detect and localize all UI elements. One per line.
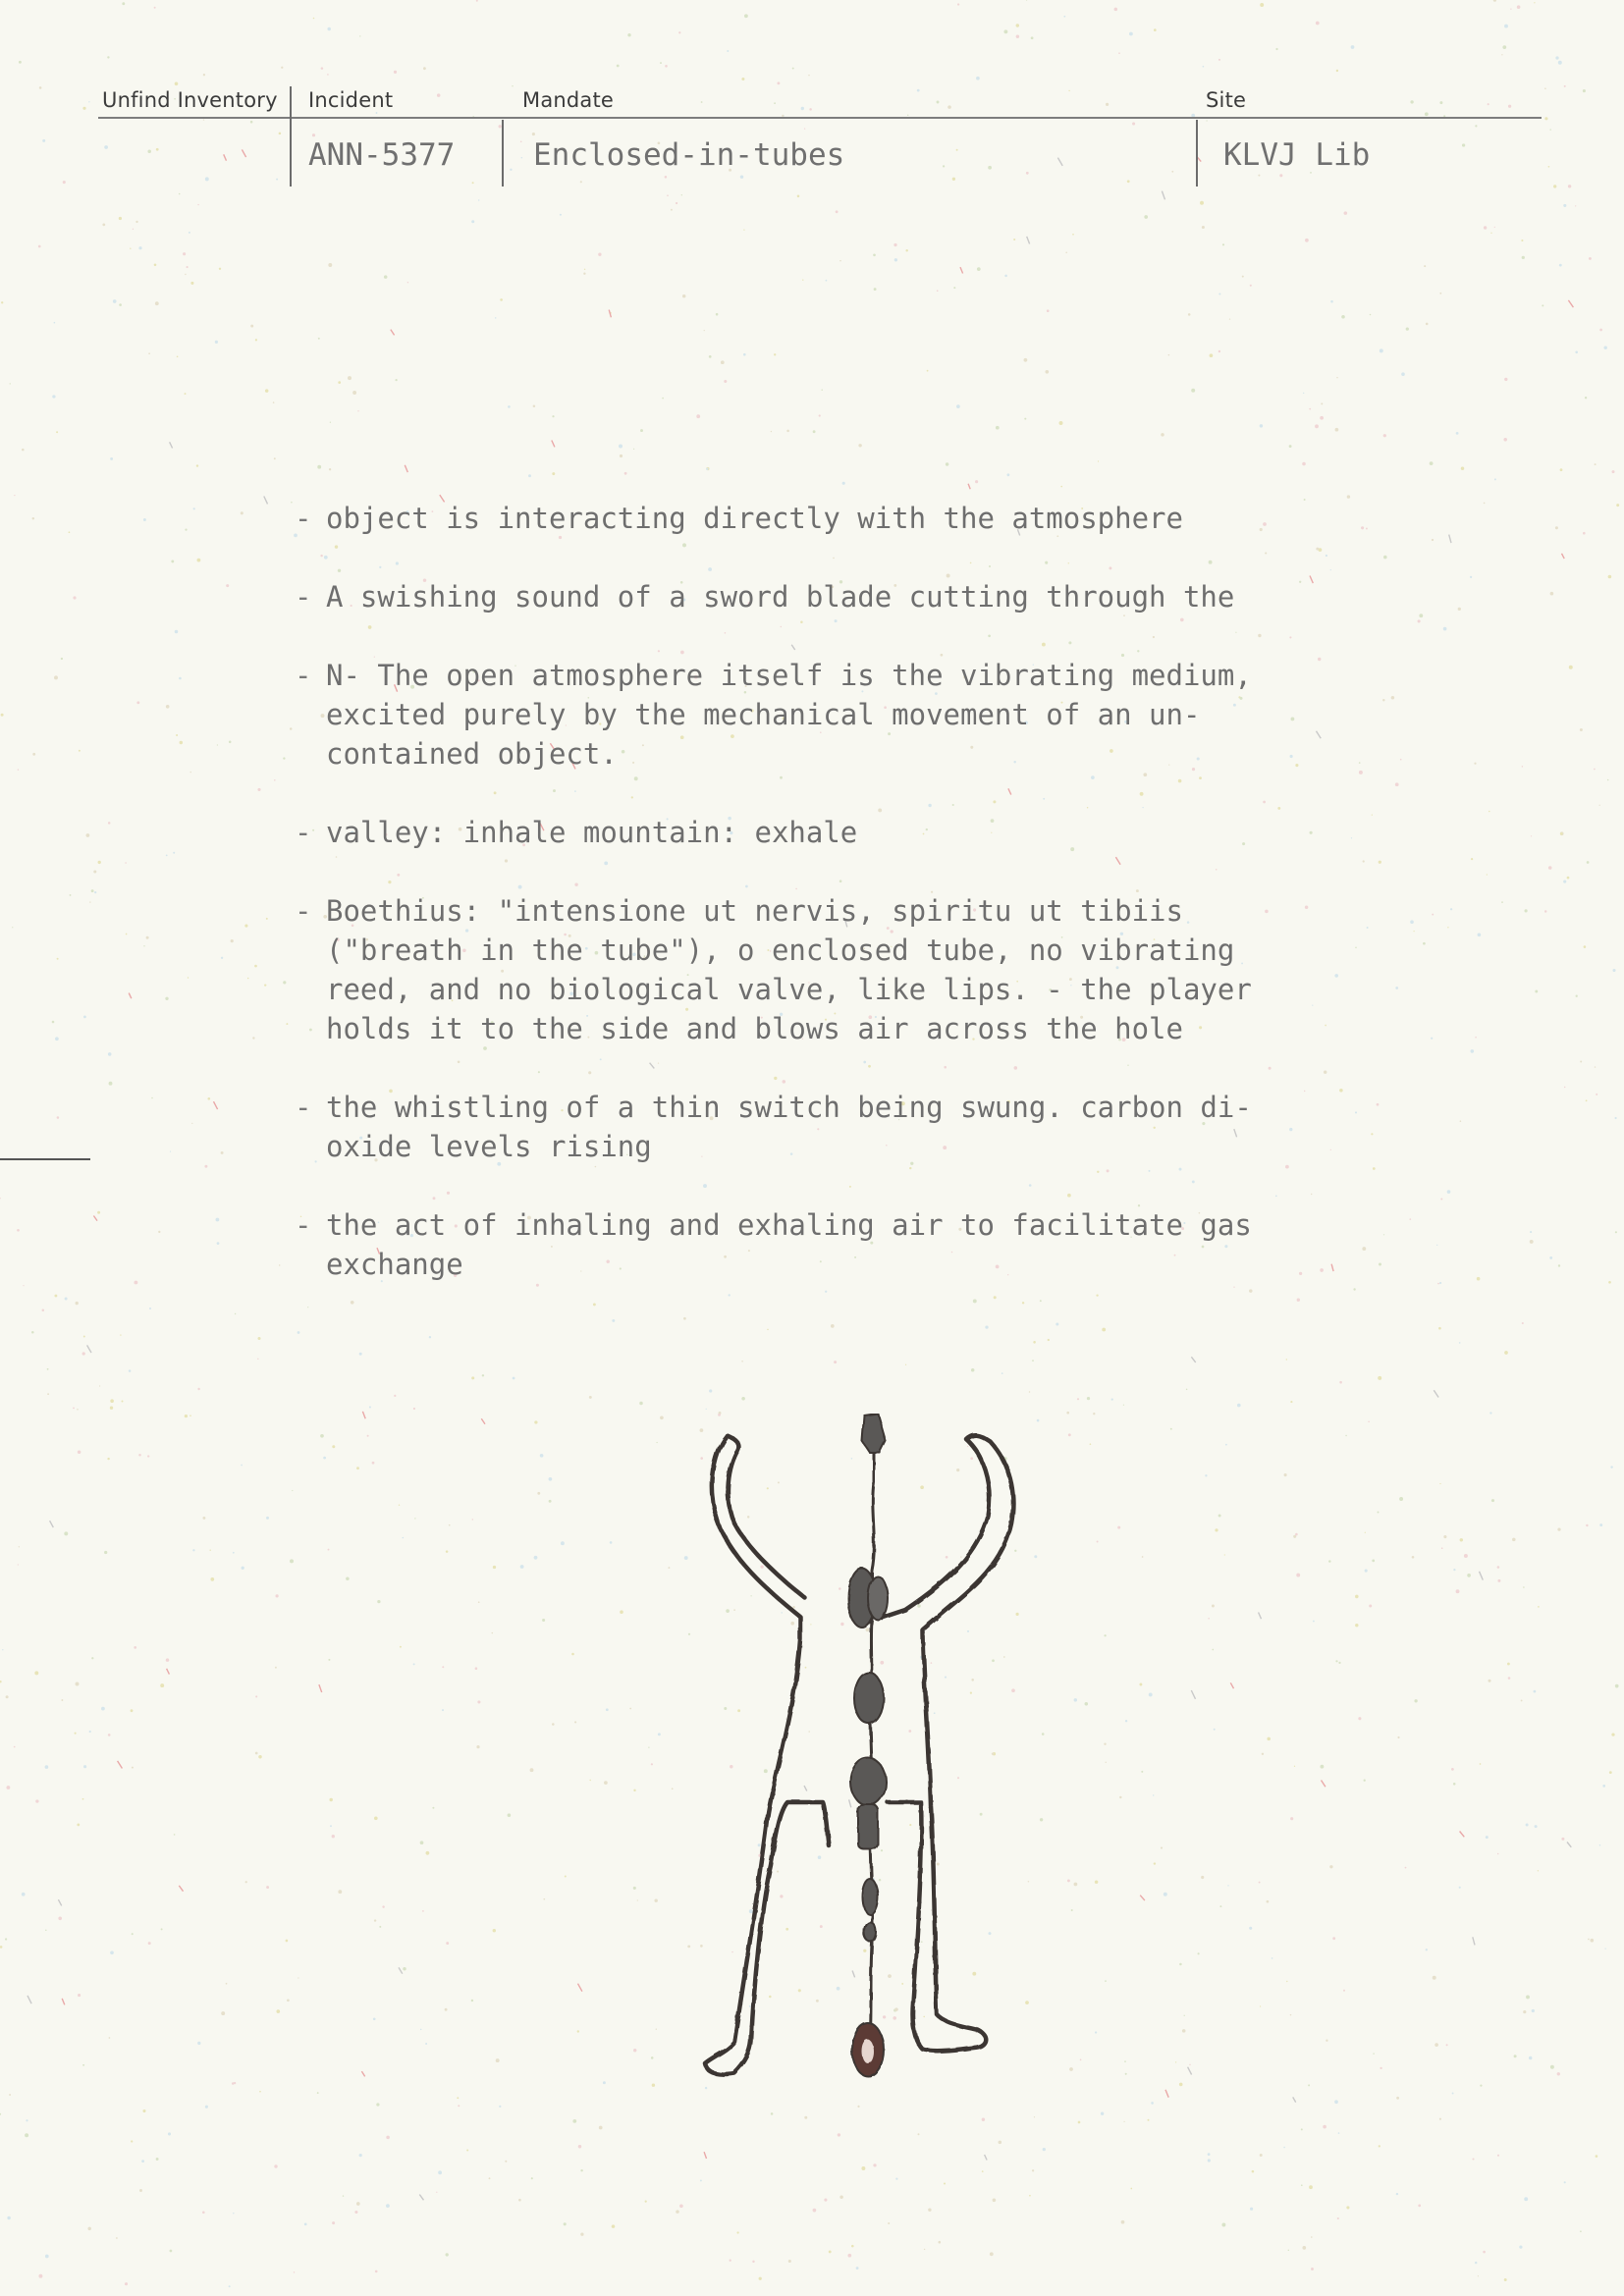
note-item: - N- The open atmosphere itself is the vibrating medium, excited purely by the mechanical movement of an un-contained object.	[295, 656, 1276, 774]
figure-bead	[868, 1576, 888, 1620]
figure-inner-arm	[727, 1435, 805, 1598]
notes-list	[295, 499, 1276, 1323]
site-value: KLVJ Lib	[1223, 137, 1371, 173]
figure-drawing	[677, 1414, 1070, 2101]
figure-outline	[705, 1435, 829, 2074]
figure-spine	[870, 1443, 874, 2042]
mandate-value: Enclosed-in-tubes	[533, 137, 845, 173]
figure-outline-right	[882, 1435, 1013, 2052]
figure-bead	[864, 1922, 876, 1942]
mandate-label: Mandate	[522, 88, 615, 112]
note-item: - object is interacting directly with the atmosphere	[295, 499, 1276, 538]
margin-rule	[0, 1158, 90, 1160]
incident-divider	[290, 86, 292, 187]
site-divider	[1196, 120, 1198, 187]
note-item: - valley: inhale mountain: exhale	[295, 813, 1276, 852]
site-label: Site	[1206, 88, 1247, 112]
figure-bead	[854, 1673, 884, 1724]
incident-label: Incident	[308, 88, 394, 112]
note-item: - A swishing sound of a sword blade cutting through the	[295, 577, 1276, 616]
figure-bead	[850, 1758, 886, 1805]
figure-head-bead	[862, 1414, 886, 1453]
incident-value: ANN-5377	[308, 137, 456, 173]
figure-bead	[858, 1804, 878, 1849]
header-rule	[98, 117, 1542, 119]
note-item: - the act of inhaling and exhaling air to facilitate gas exchange	[295, 1205, 1276, 1284]
note-item: - the whistling of a thin switch being swung. carbon di-oxide levels rising	[295, 1088, 1276, 1166]
inventory-label: Unfind Inventory	[102, 88, 278, 112]
note-item: - Boethius: "intensione ut nervis, spiritu ut tibiis ("breath in the tube"), o enclosed tube, no vibrating reed, and no biological valve, like lips. - the player holds it to the side and blows air across the hole	[295, 891, 1276, 1048]
mandate-divider	[502, 120, 504, 187]
figure-bead	[862, 1879, 878, 1914]
